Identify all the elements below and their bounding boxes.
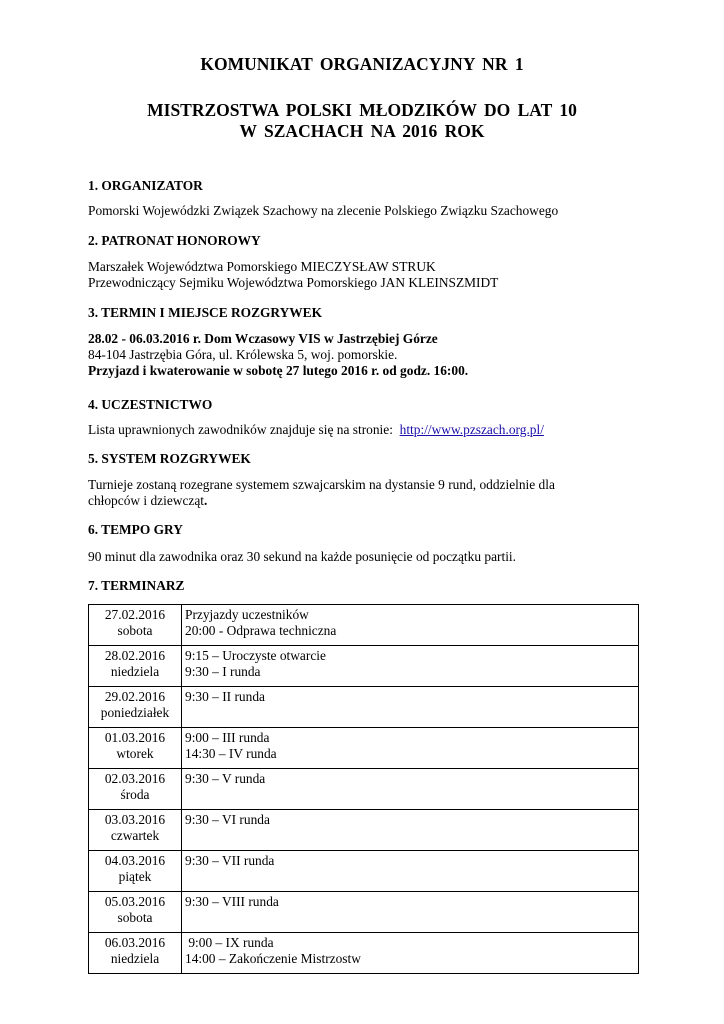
system-line-1: Turnieje zostaną rozegrane systemem szwajcarskim na dystansie 9 rund, oddzielnie dla bbox=[88, 477, 555, 492]
schedule-row bbox=[89, 728, 639, 769]
schedule-event-2: 9:30 – I runda bbox=[185, 664, 261, 679]
schedule-event-1: Przyjazdy uczestników bbox=[185, 607, 309, 622]
schedule-day: sobota bbox=[117, 910, 153, 925]
schedule-table bbox=[88, 604, 639, 974]
schedule-event-2: 20:00 - Odprawa techniczna bbox=[185, 623, 337, 638]
section-7-heading: 7. TERMINARZ bbox=[88, 578, 185, 593]
schedule-date-cell bbox=[89, 687, 182, 728]
schedule-date-cell bbox=[89, 810, 182, 851]
schedule-date-cell bbox=[89, 646, 182, 687]
schedule-event-1: 9:30 – II runda bbox=[185, 689, 265, 704]
participation-label: Lista uprawnionych zawodników znajduje się na stronie: bbox=[88, 422, 393, 437]
schedule-date: 01.03.2016 bbox=[104, 730, 166, 745]
schedule-event-1: 9:30 – V runda bbox=[185, 771, 266, 786]
schedule-events-cell bbox=[182, 892, 639, 933]
patron-line-1: Marszałek Województwa Pomorskiego MIECZYSŁAW STRUK bbox=[88, 259, 436, 274]
event-title-line1: MISTRZOSTWA POLSKI MŁODZIKÓW DO LAT 10 bbox=[147, 100, 577, 120]
schedule-events-cell bbox=[182, 687, 639, 728]
system-text bbox=[88, 477, 648, 509]
section-4-heading: 4. UCZESTNICTWO bbox=[88, 397, 213, 412]
schedule-event-1: 9:00 – III runda bbox=[185, 730, 270, 745]
schedule-event-1: 9:30 – VI runda bbox=[185, 812, 270, 827]
schedule-day: sobota bbox=[117, 623, 153, 638]
schedule-row bbox=[89, 892, 639, 933]
system-line-2 bbox=[88, 493, 648, 509]
organizer-text: Pomorski Wojewódzki Związek Szachowy na zlecenie Polskiego Związku Szachowego bbox=[88, 203, 559, 218]
section-2-heading: 2. PATRONAT HONOROWY bbox=[88, 233, 261, 248]
venue-address: 84-104 Jastrzębia Góra, ul. Królewska 5, woj. pomorskie. bbox=[88, 347, 398, 362]
schedule-events-cell bbox=[182, 851, 639, 892]
section-6-heading: 6. TEMPO GRY bbox=[88, 522, 183, 537]
schedule-events-cell bbox=[182, 810, 639, 851]
schedule-day: wtorek bbox=[116, 746, 154, 761]
arrival-info: Przyjazd i kwaterowanie w sobotę 27 lutego 2016 r. od godz. 16:00. bbox=[88, 363, 469, 378]
schedule-row bbox=[89, 646, 639, 687]
time-control-text: 90 minut dla zawodnika oraz 30 sekund na każde posunięcie od początku partii. bbox=[88, 549, 516, 564]
document-title: KOMUNIKAT ORGANIZACYJNY NR 1 bbox=[200, 54, 524, 74]
patron-line-2: Przewodniczący Sejmiku Województwa Pomorskiego JAN KLEINSZMIDT bbox=[88, 275, 499, 290]
system-line-2-text: chłopców i dziewcząt bbox=[88, 493, 204, 508]
schedule-day: niedziela bbox=[110, 664, 160, 679]
schedule-event-2: 14:30 – IV runda bbox=[185, 746, 277, 761]
schedule-day: poniedziałek bbox=[100, 705, 170, 720]
schedule-date-cell bbox=[89, 851, 182, 892]
schedule-event-1: 9:30 – VIII runda bbox=[185, 894, 279, 909]
schedule-day: środa bbox=[120, 787, 150, 802]
venue-dates: 28.02 - 06.03.2016 r. Dom Wczasowy VIS w Jastrzębiej Górze bbox=[88, 331, 438, 346]
schedule-row bbox=[89, 605, 639, 646]
schedule-day: czwartek bbox=[110, 828, 160, 843]
schedule-event-1: 9:30 – VII runda bbox=[185, 853, 275, 868]
schedule-date-cell bbox=[89, 605, 182, 646]
schedule-date: 02.03.2016 bbox=[104, 771, 166, 786]
schedule-events-cell bbox=[182, 605, 639, 646]
schedule-row bbox=[89, 810, 639, 851]
schedule-date-cell bbox=[89, 769, 182, 810]
participation-text bbox=[88, 422, 648, 438]
section-5-heading: 5. SYSTEM ROZGRYWEK bbox=[88, 451, 251, 466]
schedule-date: 27.02.2016 bbox=[104, 607, 166, 622]
schedule-row bbox=[89, 687, 639, 728]
schedule-date: 28.02.2016 bbox=[104, 648, 166, 663]
schedule-events-cell bbox=[182, 728, 639, 769]
pzszach-link[interactable]: http://www.pzszach.org.pl/ bbox=[399, 422, 544, 437]
schedule-event-1: 9:15 – Uroczyste otwarcie bbox=[185, 648, 326, 663]
schedule-date: 29.02.2016 bbox=[104, 689, 166, 704]
schedule-row bbox=[89, 851, 639, 892]
schedule-event-1: 9:00 – IX runda bbox=[185, 935, 274, 950]
section-1-heading: 1. ORGANIZATOR bbox=[88, 178, 203, 193]
schedule-date: 03.03.2016 bbox=[104, 812, 166, 827]
schedule-day: piątek bbox=[118, 869, 152, 884]
schedule-events-cell bbox=[182, 769, 639, 810]
schedule-date: 04.03.2016 bbox=[104, 853, 166, 868]
schedule-event-2: 14:00 – Zakończenie Mistrzostw bbox=[185, 951, 361, 966]
schedule-row bbox=[89, 933, 639, 974]
event-title-line2: W SZACHACH NA 2016 ROK bbox=[239, 121, 485, 141]
schedule-date-cell bbox=[89, 892, 182, 933]
schedule-day: niedziela bbox=[110, 951, 160, 966]
venue-text bbox=[88, 331, 648, 379]
system-line-2-period: . bbox=[204, 493, 208, 508]
schedule-date: 05.03.2016 bbox=[104, 894, 166, 909]
section-3-heading: 3. TERMIN I MIEJSCE ROZGRYWEK bbox=[88, 305, 323, 320]
schedule-row bbox=[89, 769, 639, 810]
schedule-date: 06.03.2016 bbox=[104, 935, 166, 950]
schedule-events-cell bbox=[182, 933, 639, 974]
patronage-text bbox=[88, 259, 648, 291]
schedule-date-cell bbox=[89, 933, 182, 974]
schedule-events-cell bbox=[182, 646, 639, 687]
schedule-date-cell bbox=[89, 728, 182, 769]
